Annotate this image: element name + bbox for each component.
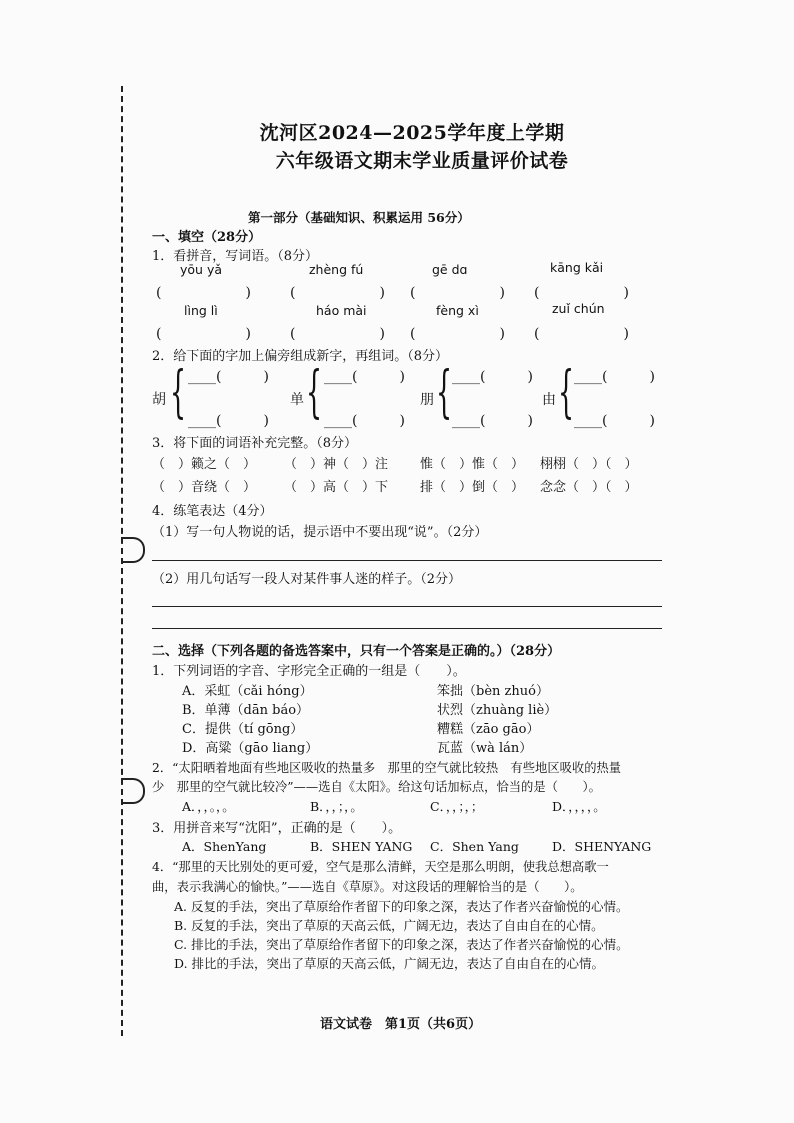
- exam-subtitle: 六年级语文期末学业质量评价试卷: [275, 150, 569, 172]
- pinyin: fèng xì: [436, 303, 479, 318]
- q1-label: 1．看拼音，写词语。（8分）: [152, 249, 319, 264]
- brace: {: [306, 360, 323, 425]
- answer-blank[interactable]: ____( ): [452, 369, 533, 385]
- answer-blank[interactable]: ( ): [156, 285, 251, 301]
- idiom-fill[interactable]: 栩栩（ ）（ ）: [540, 457, 638, 472]
- option-d[interactable]: D．SHENYANG: [552, 839, 652, 854]
- binding-hole-mark: [121, 778, 145, 804]
- q4-sub1: （1）写一句人物说的话，提示语中不要出现“说”。（2分）: [152, 525, 488, 540]
- answer-blank[interactable]: ____( ): [324, 413, 405, 429]
- idiom-fill[interactable]: （ ）高（ ）下: [284, 480, 389, 495]
- answer-blank[interactable]: ____( ): [574, 413, 655, 429]
- choice-q1-stem: 1．下列词语的字音、字形完全正确的一组是（ ）。: [152, 664, 466, 679]
- radical-char: 胡: [152, 392, 166, 408]
- exam-title: 沈河区2024—2025学年度上学期: [259, 122, 565, 144]
- answer-blank[interactable]: ____( ): [188, 413, 269, 429]
- pinyin: háo mài: [316, 303, 367, 318]
- answer-line[interactable]: [152, 560, 662, 561]
- idiom-fill[interactable]: 念念（ ）（ ）: [540, 480, 638, 495]
- choice-q2-stem-line2: 少 那里的空气就比较冷”——选自《太阳》。给这句话加标点，恰当的是（ ）。: [152, 780, 601, 794]
- brace: {: [558, 360, 575, 425]
- radical-char: 朋: [420, 392, 434, 408]
- answer-blank[interactable]: ( ): [534, 285, 629, 301]
- idiom-fill[interactable]: 排（ ）倒（ ）: [420, 480, 525, 495]
- option-d[interactable]: D．，，，，。: [552, 799, 606, 814]
- answer-blank[interactable]: ____( ): [574, 369, 655, 385]
- q4-label: 4．练笔表达（4分）: [152, 504, 273, 519]
- answer-blank[interactable]: ____( ): [188, 369, 269, 385]
- pinyin: gē dɑ: [432, 262, 468, 277]
- answer-blank[interactable]: ( ): [290, 326, 385, 342]
- answer-blank[interactable]: ____( ): [324, 369, 405, 385]
- choice-q4-stem-line1: 4．“那里的天比别处的更可爱，空气是那么清鲜，天空是那么明朗，使我总想高歌一: [152, 860, 609, 874]
- idiom-fill[interactable]: （ ）神（ ）注: [284, 457, 389, 472]
- q3-label: 3．将下面的词语补充完整。（8分）: [152, 436, 358, 451]
- idiom-fill[interactable]: （ ）籁之（ ）: [152, 457, 257, 472]
- option-c[interactable]: C. 排比的手法，突出了草原给作者留下的印象之深，表达了作者兴奋愉悦的心情。: [174, 937, 629, 952]
- q2-label: 2．给下面的字加上偏旁组成新字，再组词。（8分）: [152, 349, 449, 364]
- answer-blank[interactable]: ( ): [534, 326, 629, 342]
- option-c[interactable]: C．，，；，；: [430, 799, 484, 814]
- answer-line[interactable]: [152, 606, 662, 607]
- option-c[interactable]: C．Shen Yang: [430, 839, 519, 854]
- part-heading: 第一部分（基础知识、积累运用 56分）: [248, 210, 470, 225]
- idiom-fill[interactable]: （ ）音绕（ ）: [152, 480, 257, 495]
- pinyin: yōu yǎ: [180, 262, 222, 277]
- option-d-word2: 瓦蓝（wà lán）: [437, 741, 533, 756]
- option-d[interactable]: D．高粱（gāo liang）: [182, 741, 319, 756]
- option-b[interactable]: B．单薄（dān báo）: [182, 703, 310, 718]
- section1-title: 一、填空（28分）: [152, 230, 262, 245]
- radical-char: 由: [542, 392, 556, 408]
- option-b[interactable]: B．，，；，。: [310, 799, 363, 814]
- choice-q2-stem-line1: 2．“太阳晒着地面有些地区吸收的热量多 那里的空气就比较热 有些地区吸收的热量: [152, 761, 622, 775]
- option-a-word2: 笨拙（bèn zhuó）: [437, 684, 549, 699]
- choice-q3-stem: 3．用拼音来写“沈阳”，正确的是（ ）。: [152, 821, 402, 836]
- option-a[interactable]: A．，，。，。: [182, 799, 235, 814]
- option-b[interactable]: B．SHEN YANG: [310, 839, 413, 854]
- answer-blank[interactable]: ____( ): [452, 413, 533, 429]
- answer-blank[interactable]: ( ): [410, 285, 505, 301]
- section2-title: 二、选择（下列各题的备选答案中，只有一个答案是正确的。）（28分）: [152, 644, 561, 659]
- option-a[interactable]: A．采虹（cǎi hóng）: [182, 684, 313, 699]
- option-a[interactable]: A．ShenYang: [182, 839, 267, 854]
- answer-blank[interactable]: ( ): [156, 326, 251, 342]
- option-b[interactable]: B. 反复的手法，突出了草原的天高云低，广阔无边，表达了自由自在的心情。: [174, 918, 604, 933]
- q4-sub2: （2）用几句话写一段人对某件事人迷的样子。（2分）: [152, 572, 462, 587]
- option-a[interactable]: A. 反复的手法，突出了草原给作者留下的印象之深，表达了作者兴奋愉悦的心情。: [174, 899, 629, 914]
- answer-blank[interactable]: ( ): [290, 285, 385, 301]
- idiom-fill[interactable]: 惟（ ）惟（ ）: [420, 457, 525, 472]
- choice-q4-stem-line2: 曲，表示我满心的愉快。”——选自《草原》。对这段话的理解恰当的是（ ）。: [152, 880, 583, 894]
- answer-blank[interactable]: ( ): [410, 326, 505, 342]
- option-d[interactable]: D. 排比的手法，突出了草原的天高云低，广阔无边，表达了自由自在的心情。: [174, 956, 605, 971]
- option-b-word2: 状烈（zhuàng liè）: [437, 703, 558, 718]
- radical-char: 单: [290, 392, 304, 408]
- pinyin: lìng lì: [184, 303, 218, 318]
- page-footer: 语文试卷 第1页（共6页）: [320, 1017, 482, 1032]
- brace: {: [170, 360, 187, 425]
- answer-line[interactable]: [152, 628, 662, 629]
- binding-hole-mark: [121, 537, 145, 563]
- option-c-word2: 糟糕（zāo gāo）: [437, 722, 540, 737]
- pinyin: zhèng fú: [309, 262, 364, 277]
- brace: {: [436, 360, 453, 425]
- pinyin: kāng kǎi: [550, 260, 604, 275]
- option-c[interactable]: C．提供（tí gōng）: [182, 722, 304, 737]
- pinyin: zuǐ chún: [552, 301, 605, 316]
